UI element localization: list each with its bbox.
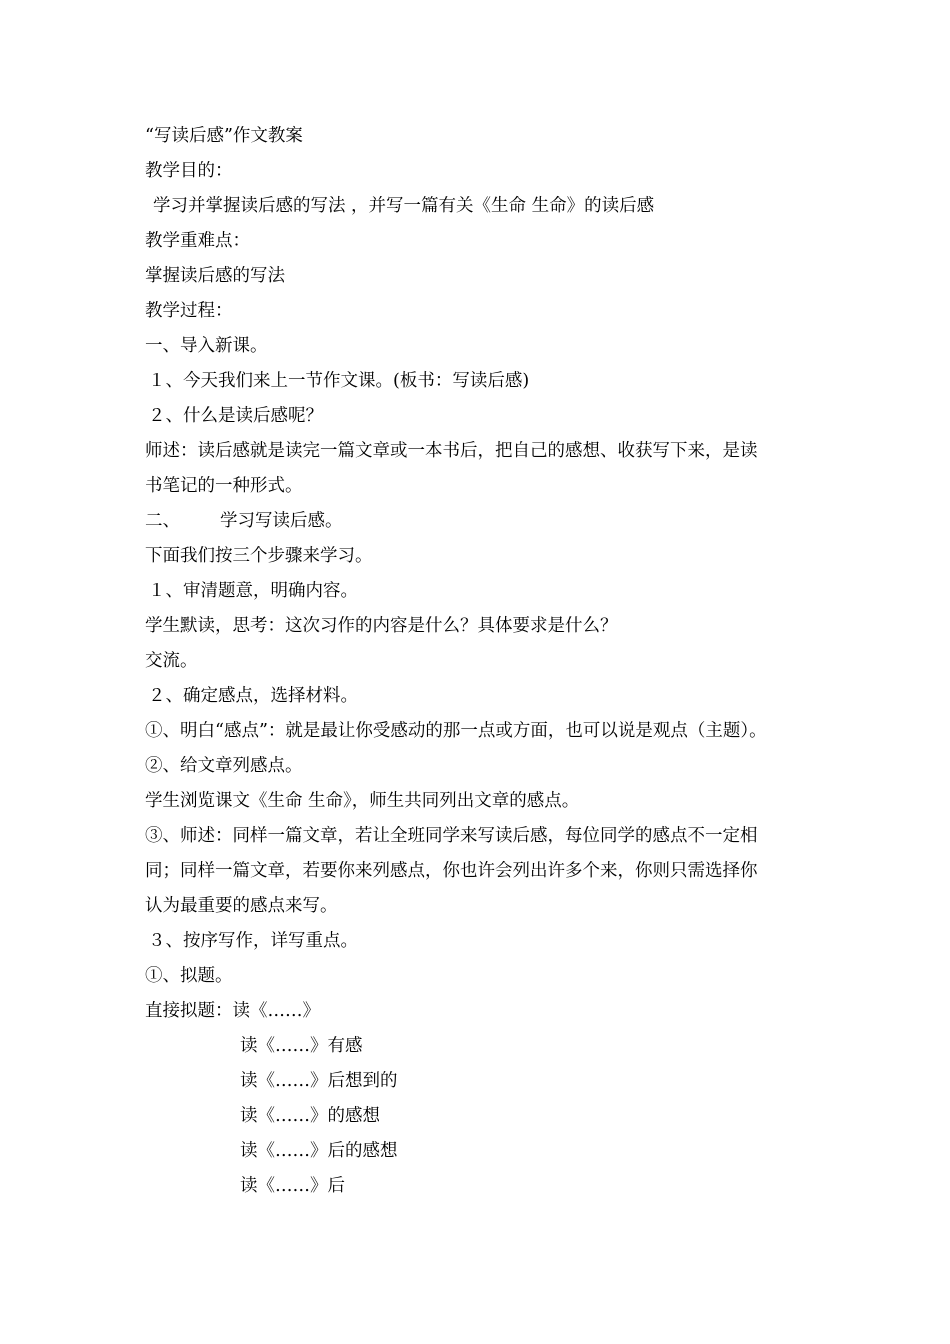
- section-heading-objective: 教学目的：: [145, 161, 233, 181]
- paragraph: 师述：读后感就是读完一篇文章或一本书后，把自己的感想、收获写下来，是读: [145, 441, 758, 461]
- list-item: １、今天我们来上一节作文课。(板书：写读后感): [148, 371, 530, 391]
- step-text: 学习写读后感。: [220, 511, 343, 531]
- document-page: [145, 119, 815, 1204]
- title-option: 读《……》有感: [240, 1036, 363, 1056]
- title-option: 读《……》后的感想: [240, 1141, 398, 1161]
- list-item: ①、明白“感点”：就是最让你受感动的那一点或方面，也可以说是观点（主题）。: [145, 721, 767, 741]
- paragraph: 学习并掌握读后感的写法 ，并写一篇有关《生命 生命》的读后感: [153, 196, 655, 216]
- section-heading-process: 教学过程：: [145, 301, 233, 321]
- title-option: 直接拟题：读《……》: [145, 1001, 320, 1021]
- step-heading: 一、导入新课。: [145, 336, 268, 356]
- paragraph: 书笔记的一种形式。: [145, 476, 303, 496]
- paragraph: 同；同样一篇文章，若要你来列感点，你也许会列出许多个来，你则只需选择你: [145, 861, 758, 881]
- list-item: ③、师述：同样一篇文章，若让全班同学来写读后感，每位同学的感点不一定相: [145, 826, 758, 846]
- paragraph: 掌握读后感的写法: [145, 266, 285, 286]
- list-item: ①、拟题。: [145, 966, 233, 986]
- section-heading-keypoints: 教学重难点：: [145, 231, 250, 251]
- step-number: 二、: [145, 511, 180, 531]
- step-heading: [145, 504, 815, 539]
- paragraph: 学生默读，思考：这次习作的内容是什么？具体要求是什么？: [145, 616, 618, 636]
- title-option: 读《……》后: [240, 1176, 345, 1196]
- document-title: “写读后感”作文教案: [145, 126, 303, 146]
- title-option: 读《……》后想到的: [240, 1071, 398, 1091]
- list-item: １、审清题意，明确内容。: [148, 581, 358, 601]
- list-item: ②、给文章列感点。: [145, 756, 303, 776]
- title-option: 读《……》的感想: [240, 1106, 380, 1126]
- paragraph: 认为最重要的感点来写。: [145, 896, 338, 916]
- list-item: ２、什么是读后感呢？: [148, 406, 323, 426]
- paragraph: 交流。: [145, 651, 198, 671]
- paragraph: 学生浏览课文《生命 生命》，师生共同列出文章的感点。: [145, 791, 580, 811]
- paragraph: 下面我们按三个步骤来学习。: [145, 546, 373, 566]
- list-item: ２、确定感点，选择材料。: [148, 686, 358, 706]
- list-item: ３、按序写作，详写重点。: [148, 931, 358, 951]
